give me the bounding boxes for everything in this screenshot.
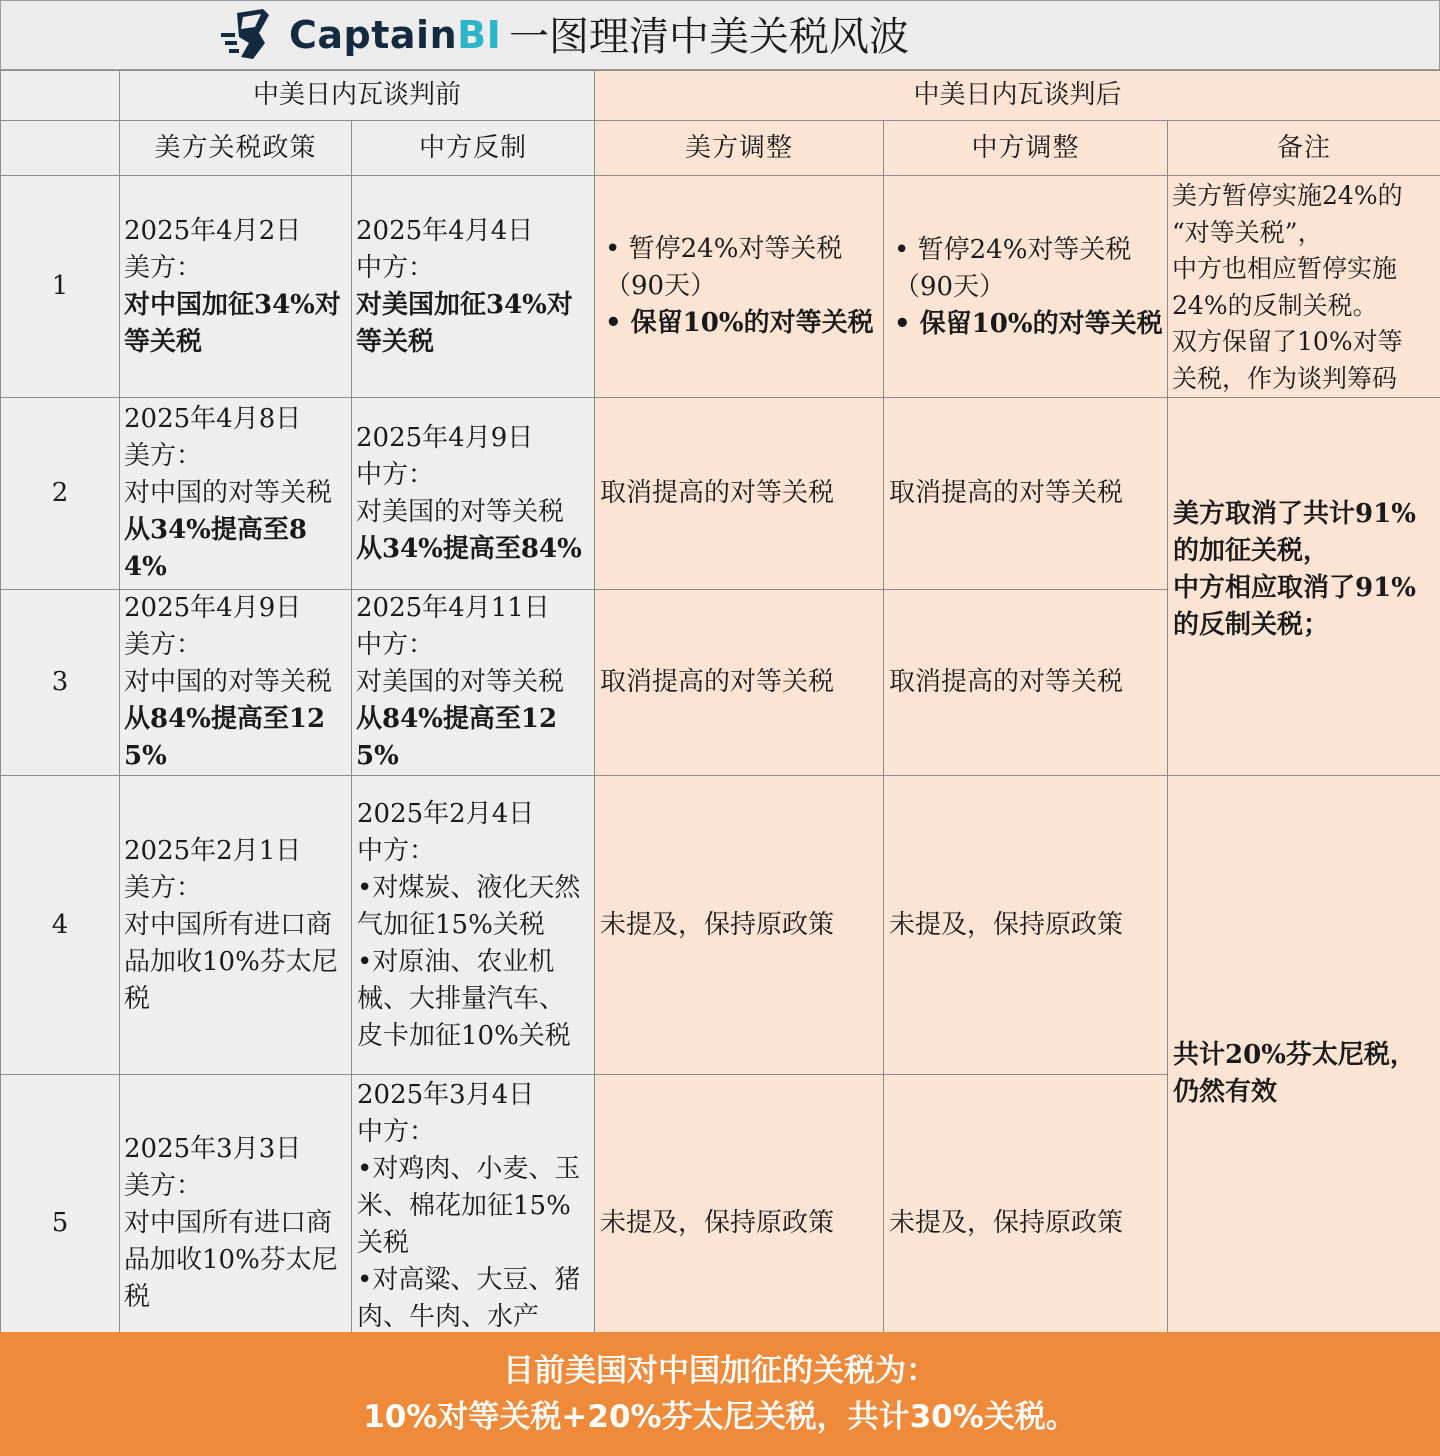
note-line: 仍然有效 (1173, 1076, 1278, 1107)
adjust-line: （90天） (894, 272, 1006, 302)
cn-counter-cell (352, 590, 595, 776)
counter-date: 2025年4月9日 (356, 422, 534, 453)
us-policy-cell (120, 176, 352, 398)
counter-actor: 中方： (356, 630, 435, 660)
counter-bold-text: 从84%提高至125% (356, 704, 558, 771)
us-policy-cell (120, 776, 352, 1075)
counter-actor: 中方： (357, 1117, 436, 1147)
policy-date: 2025年4月9日 (124, 593, 302, 623)
note-line: 中方也相应暂停实施 (1172, 254, 1398, 283)
captain-hat-logo-icon (219, 7, 275, 63)
us-adjust-cell: 取消提高的对等关税 (595, 398, 884, 590)
counter-date: 2025年2月4日 (357, 798, 535, 829)
policy-text: 对中国所有进口商品加收10%芬太尼税 (124, 1207, 338, 1312)
counter-text: 对美国的对等关税 (356, 667, 565, 697)
policy-bold-text: 从84%提高至125% (124, 704, 326, 771)
page-title: 一图理清中美关税风波 (509, 14, 909, 60)
adjust-line: • 暂停24%对等关税 (605, 234, 843, 264)
policy-text: 对中国的对等关税 (124, 667, 333, 697)
tariff-table (0, 70, 1440, 1372)
counter-text: 对美国的对等关税 (356, 496, 565, 527)
policy-text: 对中国加征34%对等关税 (124, 289, 341, 357)
us-adjust-cell: 未提及，保持原政策 (595, 776, 884, 1075)
note-line: 关税，作为谈判筹码 (1172, 363, 1398, 393)
corner-cell (1, 71, 120, 121)
page-header (0, 0, 1440, 70)
group-before: 中美日内瓦谈判前 (120, 71, 595, 121)
summary-footer (0, 1332, 1440, 1456)
row-number: 5 (1, 1075, 120, 1372)
adjust-line: • 保留10%的对等关税 (605, 308, 874, 338)
summary-line-2: 10%对等关税+20%芬太尼关税，共计30%关税。 (363, 1399, 1077, 1435)
note-line: 美方暂停实施24%的 (1172, 181, 1403, 210)
counter-bullet: •对高粱、大豆、猪肉、牛肉、水产 (357, 1265, 581, 1332)
note-line: 共计20%芬太尼税， (1173, 1039, 1416, 1070)
us-adjust-cell (595, 176, 884, 398)
cn-counter-cell (352, 398, 595, 590)
col-cn-adjust: 中方调整 (884, 121, 1168, 176)
table-row (1, 176, 1440, 398)
policy-date: 2025年4月2日 (124, 215, 302, 246)
counter-text: 对美国加征34%对等关税 (356, 289, 573, 357)
policy-date: 2025年4月8日 (124, 404, 302, 434)
counter-actor: 中方： (357, 835, 436, 866)
cn-counter-cell (352, 176, 595, 398)
notes-cell-merged (1168, 776, 1440, 1372)
note-line: 的反制关税； (1173, 610, 1330, 640)
us-policy-cell (120, 398, 352, 590)
col-us-policy: 美方关税政策 (120, 121, 352, 176)
counter-date: 2025年4月4日 (356, 215, 534, 246)
note-line: 24%的反制关税。 (1172, 290, 1378, 320)
notes-cell-merged (1168, 398, 1440, 776)
adjust-line: （90天） (605, 271, 717, 301)
table-row (1, 398, 1440, 590)
policy-date: 2025年3月3日 (124, 1133, 302, 1164)
cn-adjust-cell: 取消提高的对等关税 (884, 590, 1168, 776)
policy-actor: 美方： (124, 1170, 203, 1201)
counter-actor: 中方： (356, 459, 435, 490)
cn-counter-cell (352, 776, 595, 1075)
group-after: 中美日内瓦谈判后 (595, 71, 1440, 121)
summary-line-1: 目前美国对中国加征的关税为： (503, 1353, 937, 1389)
note-line: 中方相应取消了91% (1173, 573, 1416, 603)
col-cn-counter: 中方反制 (352, 121, 595, 176)
row-number: 4 (1, 776, 120, 1075)
col-us-adjust: 美方调整 (595, 121, 884, 176)
cn-counter-cell (352, 1075, 595, 1372)
row-number: 1 (1, 176, 120, 398)
cn-adjust-cell: 取消提高的对等关税 (884, 398, 1168, 590)
cn-adjust-cell: 未提及，保持原政策 (884, 1075, 1168, 1372)
policy-text: 对中国的对等关税 (124, 478, 333, 508)
policy-actor: 美方： (124, 872, 203, 903)
adjust-line: • 暂停24%对等关税 (894, 235, 1132, 265)
row-number: 3 (1, 590, 120, 776)
policy-bold-text: 从34%提高至84% (124, 515, 307, 582)
notes-cell (1168, 176, 1440, 398)
policy-actor: 美方： (124, 441, 203, 471)
counter-date: 2025年3月4日 (357, 1080, 535, 1110)
counter-bullet: •对鸡肉、小麦、玉米、棉花加征15%关税 (357, 1154, 581, 1258)
us-policy-cell (120, 1075, 352, 1372)
counter-bullet: •对原油、农业机械、大排量汽车、皮卡加征10%关税 (357, 946, 571, 1051)
policy-text: 对中国所有进口商品加收10%芬太尼税 (124, 909, 338, 1014)
cn-adjust-cell: 未提及，保持原政策 (884, 776, 1168, 1075)
note-line: “对等关税”， (1172, 217, 1323, 247)
table-row (1, 776, 1440, 1075)
note-line: 双方保留了10%对等 (1172, 327, 1403, 356)
policy-actor: 美方： (124, 252, 203, 283)
us-policy-cell (120, 590, 352, 776)
cn-adjust-cell (884, 176, 1168, 398)
us-adjust-cell: 取消提高的对等关税 (595, 590, 884, 776)
counter-actor: 中方： (356, 252, 435, 283)
policy-date: 2025年2月1日 (124, 835, 302, 866)
note-line: 美方取消了共计91% (1173, 499, 1416, 529)
corner-cell-2 (1, 121, 120, 176)
note-line: 的加征关税， (1173, 536, 1330, 566)
brand-name: CaptainBI (289, 13, 502, 57)
counter-bullet: •对煤炭、液化天然气加征15%关税 (357, 872, 581, 940)
us-adjust-cell: 未提及，保持原政策 (595, 1075, 884, 1372)
col-notes: 备注 (1168, 121, 1440, 176)
policy-actor: 美方： (124, 630, 203, 660)
counter-bold-text: 从34%提高至84% (356, 533, 582, 564)
adjust-line: • 保留10%的对等关税 (894, 309, 1163, 339)
counter-date: 2025年4月11日 (356, 593, 550, 623)
row-number: 2 (1, 398, 120, 590)
